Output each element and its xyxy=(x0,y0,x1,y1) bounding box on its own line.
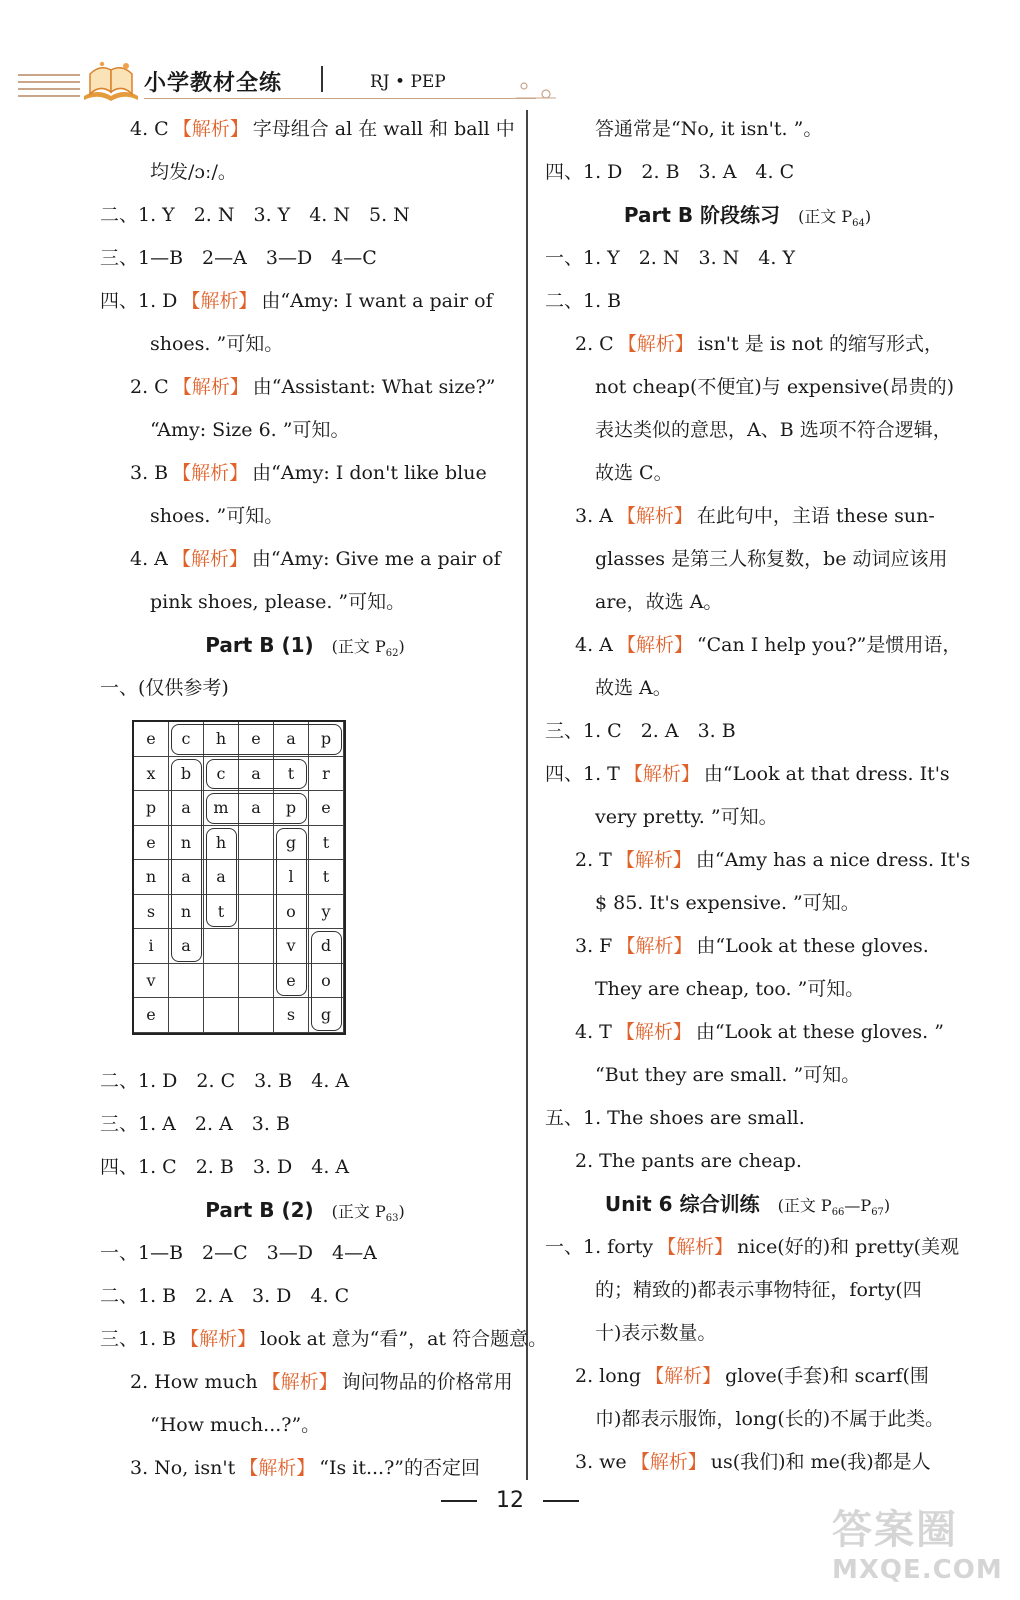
answer-text: 故选 C。 xyxy=(595,462,673,484)
grid-cell xyxy=(204,998,239,1033)
grid-cell: e xyxy=(239,722,274,757)
analysis-tag: 【解析】 xyxy=(615,849,692,871)
grid-cell xyxy=(239,895,274,930)
answer-text: 一、1. Y 2. N 3. N 4. Y xyxy=(545,247,796,269)
answer-text: 2. T xyxy=(575,849,612,871)
answer-text: 二、1. Y 2. N 3. Y 4. N 5. N xyxy=(100,204,410,226)
answer-line xyxy=(100,1275,510,1318)
answer-line xyxy=(545,538,950,581)
grid-cell: a xyxy=(169,929,204,964)
answer-text: 的；精致的)都表示事物特征，forty(四 xyxy=(595,1279,922,1301)
answer-text: 巾)都表示服饰，long(长的)不属于此类。 xyxy=(595,1408,945,1430)
grid-cell: a xyxy=(239,791,274,826)
answer-text: 均发/ɔː/。 xyxy=(150,161,237,183)
grid-cell: a xyxy=(239,757,274,792)
answer-line xyxy=(545,1269,950,1312)
header-flourish-icon xyxy=(516,80,556,100)
answer-text: 2. C xyxy=(130,376,169,398)
answer-text: 四、1. D xyxy=(100,290,178,312)
answer-line xyxy=(100,366,510,409)
grid-cell: t xyxy=(274,757,309,792)
grid-cell: o xyxy=(309,964,344,999)
page-reference: (正文 $P_{64}$) xyxy=(798,207,872,230)
answer-text: 十)表示数量。 xyxy=(595,1322,717,1344)
word-search-area xyxy=(100,710,510,1060)
answer-text: “How much...?”。 xyxy=(150,1414,321,1436)
answer-text: 3. F xyxy=(575,935,613,957)
analysis-text: 由“Amy: Give me a pair of xyxy=(251,548,501,570)
answer-text: “Amy: Size 6. ”可知。 xyxy=(150,419,350,441)
answer-line xyxy=(100,452,510,495)
watermark-logo: 答案圈 xyxy=(832,1507,958,1553)
answer-line xyxy=(100,1060,510,1103)
grid-cell: c xyxy=(204,757,239,792)
answer-text: pink shoes, please. ”可知。 xyxy=(150,591,406,613)
grid-cell xyxy=(239,860,274,895)
answer-line xyxy=(545,667,950,710)
grid-cell xyxy=(169,998,204,1033)
answer-text: 3. A xyxy=(575,505,613,527)
answer-text: 四、1. C 2. B 3. D 4. A xyxy=(100,1156,350,1178)
answer-text: 二、1. D 2. C 3. B 4. A xyxy=(100,1070,350,1092)
grid-cell xyxy=(169,964,204,999)
header-decor-lines xyxy=(18,74,80,102)
answer-highlight xyxy=(171,759,202,962)
answer-text: 四、1. T xyxy=(545,763,620,785)
answer-text: 一、1. forty xyxy=(545,1236,654,1258)
edition-label: RJ • PEP xyxy=(370,72,446,92)
answer-text: 4. A xyxy=(575,634,613,656)
column-divider xyxy=(526,110,528,1480)
analysis-tag: 【解析】 xyxy=(630,1451,707,1473)
analysis-tag: 【解析】 xyxy=(645,1365,722,1387)
analysis-text: look at 意为“看”，at 符合题意。 xyxy=(260,1328,548,1350)
grid-cell: p xyxy=(134,791,169,826)
grid-cell: a xyxy=(204,860,239,895)
answer-line xyxy=(100,108,515,151)
grid-cell: p xyxy=(309,722,344,757)
grid-cell: g xyxy=(274,826,309,861)
grid-cell: e xyxy=(274,964,309,999)
open-book-icon xyxy=(80,58,142,104)
grid-cell: t xyxy=(309,826,344,861)
answer-line xyxy=(100,409,510,452)
section-title: Part B (2) xyxy=(205,1198,314,1222)
analysis-text: “Is it...?”的否定回 xyxy=(319,1457,480,1479)
answer-text: 3. B xyxy=(130,462,169,484)
answer-line xyxy=(545,495,950,538)
answer-text: 4. A xyxy=(130,548,168,570)
analysis-text: 由“Look at these gloves. ” xyxy=(695,1021,944,1043)
analysis-tag: 【解析】 xyxy=(616,505,693,527)
answer-line xyxy=(100,151,510,194)
analysis-tag: 【解析】 xyxy=(616,634,693,656)
grid-cell: e xyxy=(134,826,169,861)
answer-line xyxy=(545,323,950,366)
answer-line xyxy=(545,1097,950,1140)
answer-text: 答通常是“No, it isn't. ”。 xyxy=(595,118,823,140)
answer-line xyxy=(545,581,950,624)
analysis-tag: 【解析】 xyxy=(617,333,694,355)
answer-highlight xyxy=(171,724,342,755)
analysis-tag: 【解析】 xyxy=(657,1236,734,1258)
analysis-text: 由“Look at that dress. It's xyxy=(703,763,950,785)
answer-line xyxy=(545,237,950,280)
grid-cell: c xyxy=(169,722,204,757)
grid-cell: e xyxy=(134,722,169,757)
answer-line xyxy=(100,323,510,366)
answer-line xyxy=(545,796,950,839)
grid-cell: p xyxy=(274,791,309,826)
grid-cell xyxy=(204,929,239,964)
answer-text: 2. How much xyxy=(130,1371,258,1393)
grid-cell: e xyxy=(309,791,344,826)
analysis-text: 由“Amy has a nice dress. It's xyxy=(695,849,971,871)
answer-text: 三、1. B xyxy=(100,1328,177,1350)
answer-line xyxy=(100,1232,510,1275)
analysis-tag: 【解析】 xyxy=(181,290,258,312)
answer-line xyxy=(545,1140,950,1183)
footer-dash-right xyxy=(543,1500,579,1502)
grid-cell: r xyxy=(309,757,344,792)
grid-cell xyxy=(239,998,274,1033)
answer-line xyxy=(100,237,510,280)
answer-line xyxy=(545,882,950,925)
answer-text: 3. we xyxy=(575,1451,627,1473)
answer-line xyxy=(100,495,510,538)
answer-text: 二、1. B 2. A 3. D 4. C xyxy=(100,1285,350,1307)
analysis-tag: 【解析】 xyxy=(172,376,249,398)
answer-line xyxy=(545,1398,950,1441)
answer-text: 4. C xyxy=(130,118,169,140)
section-heading xyxy=(100,1189,510,1232)
grid-cell: l xyxy=(274,860,309,895)
analysis-text: glove(手套)和 scarf(围 xyxy=(725,1365,929,1387)
answer-line xyxy=(100,1146,510,1189)
watermark-url: MXQE.COM xyxy=(832,1555,1003,1585)
analysis-text: 询问物品的价格常用 xyxy=(341,1371,513,1393)
grid-cell: g xyxy=(309,998,344,1033)
page-header xyxy=(18,58,538,108)
grid-cell: v xyxy=(134,964,169,999)
answer-text: 表达类似的意思，A、B 选项不符合逻辑， xyxy=(595,419,952,441)
analysis-tag: 【解析】 xyxy=(172,462,249,484)
answer-line xyxy=(545,1011,950,1054)
analysis-text: 由“Amy: I don't like blue xyxy=(252,462,487,484)
page-reference: (正文 $P_{62}$) xyxy=(331,637,405,660)
grid-cell: e xyxy=(134,998,169,1033)
answer-line xyxy=(100,1361,513,1404)
answer-text: very pretty. ”可知。 xyxy=(595,806,778,828)
answer-line xyxy=(545,409,950,452)
answer-text: $ 85. It's expensive. ”可知。 xyxy=(595,892,860,914)
section-title: Part B 阶段练习 xyxy=(623,203,781,227)
answer-text: glasses 是第三人称复数，be 动词应该用 xyxy=(595,548,948,570)
header-rule xyxy=(144,98,536,99)
watermark xyxy=(832,1498,1002,1588)
answer-line xyxy=(100,1404,510,1447)
answer-text: “But they are small. ”可知。 xyxy=(595,1064,861,1086)
answer-highlight xyxy=(311,931,342,1031)
grid-cell: n xyxy=(169,826,204,861)
grid-cell xyxy=(239,964,274,999)
grid-cell xyxy=(239,929,274,964)
answer-line xyxy=(545,1355,950,1398)
analysis-tag: 【解析】 xyxy=(172,118,249,140)
analysis-tag: 【解析】 xyxy=(239,1457,316,1479)
analysis-tag: 【解析】 xyxy=(616,935,693,957)
left-column xyxy=(100,108,548,1490)
answer-line xyxy=(545,968,950,1011)
grid-cell: m xyxy=(204,791,239,826)
grid-cell: a xyxy=(274,722,309,757)
answer-line xyxy=(100,1318,548,1361)
answer-line xyxy=(545,366,955,409)
analysis-text: 由“Amy: I want a pair of xyxy=(261,290,493,312)
analysis-text: 在此句中，主语 these sun- xyxy=(696,505,935,527)
analysis-tag: 【解析】 xyxy=(171,548,248,570)
answer-text: 一、1—B 2—C 3—D 4—A xyxy=(100,1242,377,1264)
analysis-text: us(我们)和 me(我)都是人 xyxy=(710,1451,931,1473)
answer-highlight xyxy=(276,828,307,997)
footer-dash-left xyxy=(441,1500,477,1502)
answer-text: not cheap(不便宜)与 expensive(昂贵的) xyxy=(595,376,955,398)
analysis-text: isn't 是 is not 的缩写形式， xyxy=(697,333,943,355)
analysis-tag: 【解析】 xyxy=(615,1021,692,1043)
grid-cell: d xyxy=(309,929,344,964)
answer-line xyxy=(545,624,962,667)
answer-text: 3. No, isn't xyxy=(130,1457,236,1479)
answer-line xyxy=(545,710,950,753)
grid-cell xyxy=(204,964,239,999)
answer-text: 二、1. B xyxy=(545,290,622,312)
answer-text: 三、1. A 2. A 3. B xyxy=(100,1113,290,1135)
analysis-tag: 【解析】 xyxy=(261,1371,338,1393)
grid-cell: o xyxy=(274,895,309,930)
answer-text: 2. C xyxy=(575,333,614,355)
answer-text: 2. long xyxy=(575,1365,642,1387)
analysis-text: 由“Assistant: What size?” xyxy=(252,376,496,398)
book-title: 小学教材全练 xyxy=(144,71,283,96)
answer-line xyxy=(100,581,510,624)
answer-line xyxy=(545,1441,950,1484)
answer-line xyxy=(545,1054,950,1097)
answer-highlight xyxy=(206,828,237,928)
grid-cell: n xyxy=(134,860,169,895)
answer-line xyxy=(100,1447,510,1490)
analysis-text: 由“Look at these gloves. xyxy=(696,935,929,957)
analysis-text: 字母组合 al 在 wall 和 ball 中 xyxy=(252,118,515,140)
answer-line xyxy=(100,538,510,581)
grid-cell xyxy=(239,826,274,861)
page-number: 12 xyxy=(496,1488,524,1513)
grid-cell: s xyxy=(274,998,309,1033)
grid-cell: h xyxy=(204,826,239,861)
section-title: Unit 6 综合训练 xyxy=(604,1192,760,1216)
answer-line xyxy=(545,452,950,495)
header-separator xyxy=(321,66,323,92)
grid-cell: n xyxy=(169,895,204,930)
answer-line xyxy=(545,108,950,151)
analysis-text: “Can I help you?”是惯用语， xyxy=(696,634,962,656)
answer-line xyxy=(545,1226,960,1269)
answer-highlight xyxy=(136,724,165,1029)
page-reference: (正文 $P_{63}$) xyxy=(331,1202,405,1225)
answer-highlight xyxy=(206,759,307,790)
grid-cell: i xyxy=(134,929,169,964)
answer-line xyxy=(100,194,510,237)
grid-cell: t xyxy=(204,895,239,930)
analysis-tag: 【解析】 xyxy=(623,763,700,785)
grid-cell: a xyxy=(169,791,204,826)
grid-cell: v xyxy=(274,929,309,964)
grid-cell: a xyxy=(169,860,204,895)
answer-line xyxy=(545,839,971,882)
answer-text: 三、1—B 2—A 3—D 4—C xyxy=(100,247,377,269)
grid-cell: b xyxy=(169,757,204,792)
answer-line xyxy=(545,925,950,968)
grid-cell: x xyxy=(134,757,169,792)
answer-highlight xyxy=(206,793,307,824)
page-reference: (正文 $P_{66}—P_{67}$) xyxy=(777,1196,891,1219)
grid-cell: h xyxy=(204,722,239,757)
answer-text: shoes. ”可知。 xyxy=(150,333,284,355)
answer-line xyxy=(100,1103,510,1146)
right-column xyxy=(545,108,971,1484)
answer-text: 一、(仅供参考) xyxy=(100,677,229,699)
answer-text: 故选 A。 xyxy=(595,677,672,699)
section-heading xyxy=(545,194,950,237)
answer-line xyxy=(545,753,950,796)
analysis-text: nice(好的)和 pretty(美观 xyxy=(737,1236,960,1258)
answer-text: 4. T xyxy=(575,1021,612,1043)
section-title: Part B (1) xyxy=(205,633,314,657)
answer-line xyxy=(545,151,950,194)
grid-cell: t xyxy=(309,860,344,895)
answer-text: are，故选 A。 xyxy=(595,591,723,613)
answer-text: 三、1. C 2. A 3. B xyxy=(545,720,736,742)
answer-text: 四、1. D 2. B 3. A 4. C xyxy=(545,161,795,183)
answer-text: 2. The pants are cheap. xyxy=(575,1150,802,1172)
answer-line xyxy=(545,1312,950,1355)
analysis-tag: 【解析】 xyxy=(180,1328,257,1350)
answer-text: 五、1. The shoes are small. xyxy=(545,1107,805,1129)
answer-line xyxy=(545,280,950,323)
answer-text: They are cheap, too. ”可知。 xyxy=(595,978,865,1000)
section-heading xyxy=(100,624,510,667)
answer-line xyxy=(100,667,510,710)
section-heading xyxy=(545,1183,950,1226)
answer-line xyxy=(100,280,510,323)
grid-cell: y xyxy=(309,895,344,930)
answer-text: shoes. ”可知。 xyxy=(150,505,284,527)
grid-cell: s xyxy=(134,895,169,930)
